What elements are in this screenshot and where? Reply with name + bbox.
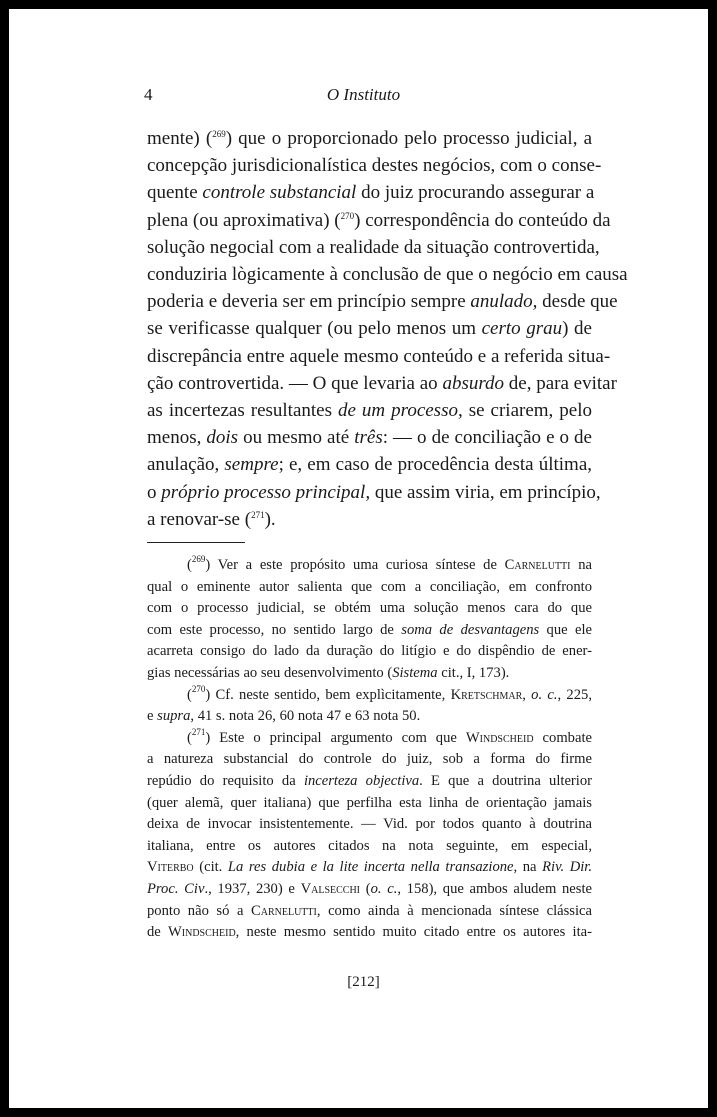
text-run: poderia e deveria ser em princípio sempre bbox=[147, 291, 471, 313]
text-line bbox=[147, 288, 618, 315]
text-line bbox=[147, 451, 592, 478]
italic-text: próprio processo principal, bbox=[161, 481, 371, 503]
italic-text: o. c. bbox=[531, 686, 558, 703]
text-run: ) de bbox=[562, 318, 592, 340]
text-run: se verificasse qualquer (ou pelo menos um bbox=[147, 318, 482, 340]
footnote-line bbox=[147, 685, 592, 707]
text-run: menos, bbox=[147, 427, 207, 449]
text-line bbox=[147, 370, 617, 397]
text-line bbox=[147, 397, 592, 424]
text-line bbox=[147, 479, 601, 506]
footnote-line bbox=[147, 836, 592, 858]
author-name: Valsecchi bbox=[300, 880, 361, 897]
author-name: Viterbo bbox=[147, 859, 194, 876]
footnote-ref: 269 bbox=[191, 554, 206, 564]
italic-text: três bbox=[354, 427, 383, 449]
text-run: ) Cf. neste sentido, bem explìcitamente, bbox=[205, 686, 451, 703]
text-run: plena (ou aproximativa) ( bbox=[147, 209, 341, 231]
text-run: ) Este o principal argumento com que bbox=[205, 729, 466, 746]
text-run: e bbox=[147, 708, 158, 725]
text-run: com o processo judicial, se obtém uma solução menos cara do que bbox=[147, 600, 592, 617]
text-run: que assim viria, em princípio, bbox=[370, 481, 601, 503]
text-run: (quer alemã, quer italiana) que perfilha esta linha de orientação jamais bbox=[147, 794, 592, 811]
text-run: o bbox=[147, 481, 162, 503]
text-run: ) que o proporcionado pelo processo judicial, a bbox=[225, 128, 592, 149]
text-run: se criarem, pelo bbox=[462, 400, 592, 422]
text-run: ) correspondência do conteúdo da bbox=[354, 209, 611, 231]
italic-text: o. c. bbox=[370, 880, 398, 897]
text-line bbox=[147, 179, 595, 206]
footnote-line bbox=[147, 901, 592, 923]
italic-text: Sistema bbox=[392, 664, 438, 681]
footnote-line bbox=[147, 814, 592, 836]
text-line bbox=[147, 261, 628, 288]
text-run: ) Ver a este propósito uma curiosa síntese de bbox=[205, 557, 505, 573]
text-run: deixa de invocar insistentemente. — Vid. por todos quanto à doutrina bbox=[147, 816, 592, 833]
footnote-line bbox=[147, 922, 592, 944]
running-title: O Instituto bbox=[326, 85, 401, 104]
footnote-line bbox=[147, 879, 592, 901]
author-name: Windscheid bbox=[168, 924, 236, 941]
text-run: quente bbox=[147, 182, 203, 204]
text-run: ( bbox=[187, 686, 192, 703]
text-run: as incertezas resultantes bbox=[147, 400, 338, 422]
footnote-line bbox=[147, 555, 592, 577]
text-run: do juiz procurando assegurar a bbox=[356, 182, 595, 204]
text-line bbox=[147, 125, 592, 152]
italic-text: Proc. Civ bbox=[147, 880, 205, 897]
footnote-line bbox=[147, 793, 592, 815]
footnote-line bbox=[147, 706, 592, 728]
text-run: concepção jurisdicionalística destes negócios, com o conse- bbox=[147, 155, 602, 177]
footnote-ref: 270 bbox=[340, 210, 355, 221]
text-run: gias necessárias ao seu desenvolvimento ( bbox=[147, 664, 393, 681]
footnote-ref: 271 bbox=[191, 726, 206, 737]
footnote-line bbox=[147, 641, 592, 663]
footnote-ref: 271 bbox=[251, 509, 265, 520]
text-run: acarreta consigo do lado da duração do litígio e do dispêndio de ener- bbox=[147, 643, 592, 660]
text-run: (cit. bbox=[193, 859, 228, 876]
author-name: Carnelutti bbox=[504, 557, 571, 573]
italic-text: absurdo bbox=[442, 372, 505, 394]
text-run: ou mesmo até bbox=[238, 427, 355, 449]
text-run: , como ainda à mencionada síntese clássica bbox=[316, 902, 592, 919]
text-run: ( bbox=[187, 557, 192, 573]
text-run: , 158), que ambos aludem neste bbox=[397, 880, 592, 897]
footnote-line bbox=[147, 577, 592, 599]
footnote-separator bbox=[147, 542, 245, 543]
text-run: conduziria lògicamente à conclusão de que o negócio em causa bbox=[147, 264, 628, 286]
text-line bbox=[147, 234, 600, 261]
text-line bbox=[147, 315, 592, 342]
footnote-line bbox=[147, 728, 592, 750]
author-name: Windscheid bbox=[465, 729, 534, 746]
main-text bbox=[147, 125, 628, 533]
text-run: desde que bbox=[537, 291, 618, 313]
author-name: Carnelutti bbox=[251, 902, 317, 919]
text-line bbox=[147, 424, 592, 451]
footnote-line bbox=[147, 771, 592, 793]
text-run: mente) ( bbox=[147, 128, 213, 149]
text-run: discrepância entre aquele mesmo conteúdo e a referida situa- bbox=[147, 345, 611, 367]
text-run: ção controvertida. — O que levaria ao bbox=[147, 372, 443, 394]
text-run: de, para evitar bbox=[504, 372, 617, 394]
italic-text: dois bbox=[206, 427, 239, 449]
text-run: , na bbox=[513, 859, 543, 876]
footnotes bbox=[147, 555, 592, 944]
footnote-line bbox=[147, 598, 592, 620]
text-run: . E que a doutrina ulterior bbox=[419, 772, 592, 789]
italic-text: incerteza objectiva bbox=[303, 772, 420, 789]
text-run: ponto não só a bbox=[147, 902, 252, 919]
footnote-ref: 269 bbox=[212, 129, 226, 139]
footnote-line bbox=[147, 749, 592, 771]
text-run: combate bbox=[533, 729, 592, 746]
text-run: , 225, bbox=[557, 686, 592, 703]
text-line bbox=[147, 506, 592, 533]
text-run: : — o de conciliação e o de bbox=[382, 427, 592, 449]
italic-text: La res dubia e la lite incerta nella transazione bbox=[227, 859, 514, 876]
italic-text: soma de desvantagens bbox=[401, 621, 540, 638]
text-run: ( bbox=[360, 880, 371, 897]
italic-text: supra bbox=[157, 708, 191, 725]
text-run: ; e, em caso de procedência desta última, bbox=[278, 454, 592, 476]
text-run: que ele bbox=[539, 621, 592, 638]
footnote-line bbox=[147, 663, 592, 685]
book-page bbox=[9, 9, 708, 1108]
text-run: ( bbox=[187, 729, 192, 746]
text-line bbox=[147, 207, 611, 234]
footnote-line bbox=[147, 620, 592, 642]
author-name: Kretschmar bbox=[450, 686, 523, 703]
page-number: 4 bbox=[144, 85, 153, 104]
folio: [212] bbox=[347, 974, 380, 990]
italic-text: controle substancial bbox=[202, 182, 357, 204]
text-run: de bbox=[147, 924, 168, 941]
footnote-ref: 270 bbox=[191, 683, 206, 694]
footnote-line bbox=[147, 857, 592, 879]
text-run: , bbox=[522, 686, 532, 703]
text-run: ). bbox=[264, 508, 276, 530]
text-run: qual o eminente autor salienta que com a conciliação, em confronto bbox=[147, 578, 592, 595]
text-run: na bbox=[570, 557, 592, 573]
italic-text: de um processo, bbox=[338, 400, 463, 422]
text-run: cit., I, 173). bbox=[437, 664, 510, 681]
text-run: , neste mesmo sentido muito citado entre os autores ita- bbox=[235, 924, 592, 941]
text-line bbox=[147, 152, 602, 179]
text-run: italiana, entre os autores citados na nota seguinte, em especial, bbox=[147, 837, 592, 854]
italic-text: certo grau bbox=[481, 318, 563, 340]
text-run: a natureza substancial do controle do juiz, sob a forma do firme bbox=[147, 751, 592, 768]
text-run: anulação, bbox=[147, 454, 225, 476]
italic-text: anulado, bbox=[470, 291, 538, 313]
text-run: repúdio do requisito da bbox=[147, 772, 304, 789]
text-run: solução negocial com a realidade da situação controvertida, bbox=[147, 236, 600, 258]
italic-text: sempre bbox=[224, 454, 279, 476]
text-run: ., 1937, 230) e bbox=[204, 880, 301, 897]
text-run: com este processo, no sentido largo de bbox=[147, 621, 402, 638]
text-run: a renovar-se ( bbox=[147, 508, 252, 530]
text-run: , 41 s. nota 26, 60 nota 47 e 63 nota 50. bbox=[190, 708, 421, 725]
running-head bbox=[9, 85, 708, 109]
text-line bbox=[147, 343, 611, 370]
italic-text: Riv. Dir. bbox=[542, 859, 592, 876]
